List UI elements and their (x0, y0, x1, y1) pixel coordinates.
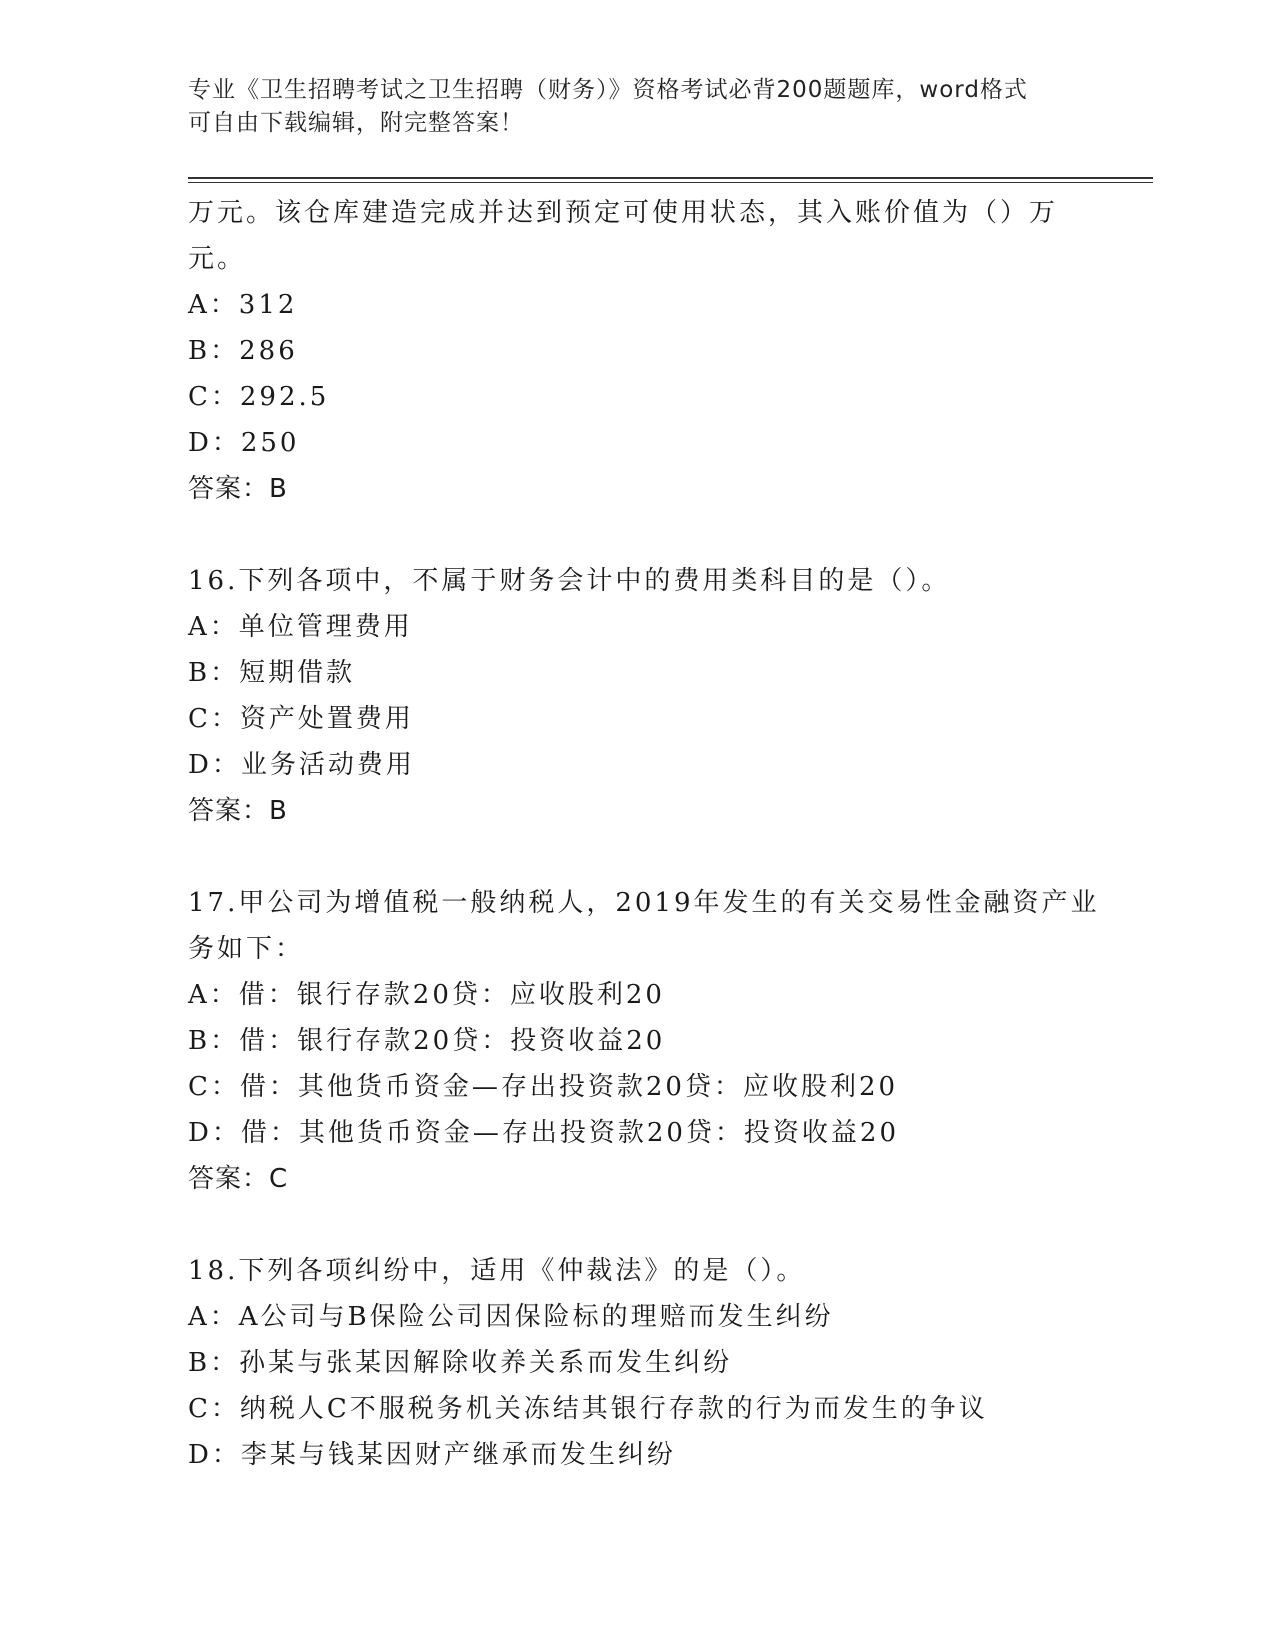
header-divider-thin (188, 182, 1153, 183)
question-text-line: 18.下列各项纠纷中，适用《仲裁法》的是（）。 (188, 1256, 806, 1286)
question-spacer (188, 512, 1088, 558)
option-c: C：292.5 (188, 382, 330, 412)
option-c: C：纳税人C不服税务机关冻结其银行存款的行为而发生的争议 (188, 1394, 988, 1424)
question-text-line: 元。 (188, 244, 247, 274)
option-c: C：资产处置费用 (188, 704, 414, 734)
answer-line: 答案：B (188, 796, 288, 826)
option-d: D：借：其他货币资金—存出投资款20贷：投资收益20 (188, 1118, 900, 1148)
option-c: C：借：其他货币资金—存出投资款20贷：应收股利20 (188, 1072, 899, 1102)
option-b: B：286 (188, 336, 298, 366)
option-a: A：A公司与B保险公司因保险标的理赔而发生纠纷 (188, 1302, 834, 1332)
option-d: D：李某与钱某因财产继承而发生纠纷 (188, 1440, 676, 1470)
document-header (188, 74, 1088, 140)
option-b: B：孙某与张某因解除收养关系而发生纠纷 (188, 1348, 733, 1378)
option-a: A：312 (188, 290, 298, 320)
question-17 (188, 880, 1100, 1202)
question-15-continued (188, 190, 1088, 512)
option-a: A：借：银行存款20贷：应收股利20 (188, 980, 665, 1010)
question-list (188, 190, 1100, 1478)
answer-line: 答案：C (188, 1164, 289, 1194)
question-16 (188, 558, 1088, 834)
header-divider-thick (188, 177, 1153, 179)
question-18 (188, 1248, 1088, 1478)
question-spacer (188, 834, 1088, 880)
question-text-line: 17.甲公司为增值税一般纳税人，2019年发生的有关交易性金融资产业 (188, 888, 1100, 918)
header-title-line-1: 专业《卫生招聘考试之卫生招聘（财务）》资格考试必背200题题库，word格式 (188, 77, 1028, 103)
question-text-line: 16.下列各项中，不属于财务会计中的费用类科目的是（）。 (188, 566, 951, 596)
question-text-line: 万元。该仓库建造完成并达到预定可使用状态，其入账价值为（）万 (188, 198, 1059, 228)
option-b: B：短期借款 (188, 658, 356, 688)
question-text-line: 务如下： (188, 934, 305, 964)
header-title-line-2: 可自由下载编辑，附完整答案！ (188, 110, 524, 136)
question-spacer (188, 1202, 1088, 1248)
answer-line: 答案：B (188, 474, 288, 504)
option-d: D：250 (188, 428, 300, 458)
option-b: B：借：银行存款20贷：投资收益20 (188, 1026, 666, 1056)
option-a: A：单位管理费用 (188, 612, 413, 642)
option-d: D：业务活动费用 (188, 750, 415, 780)
